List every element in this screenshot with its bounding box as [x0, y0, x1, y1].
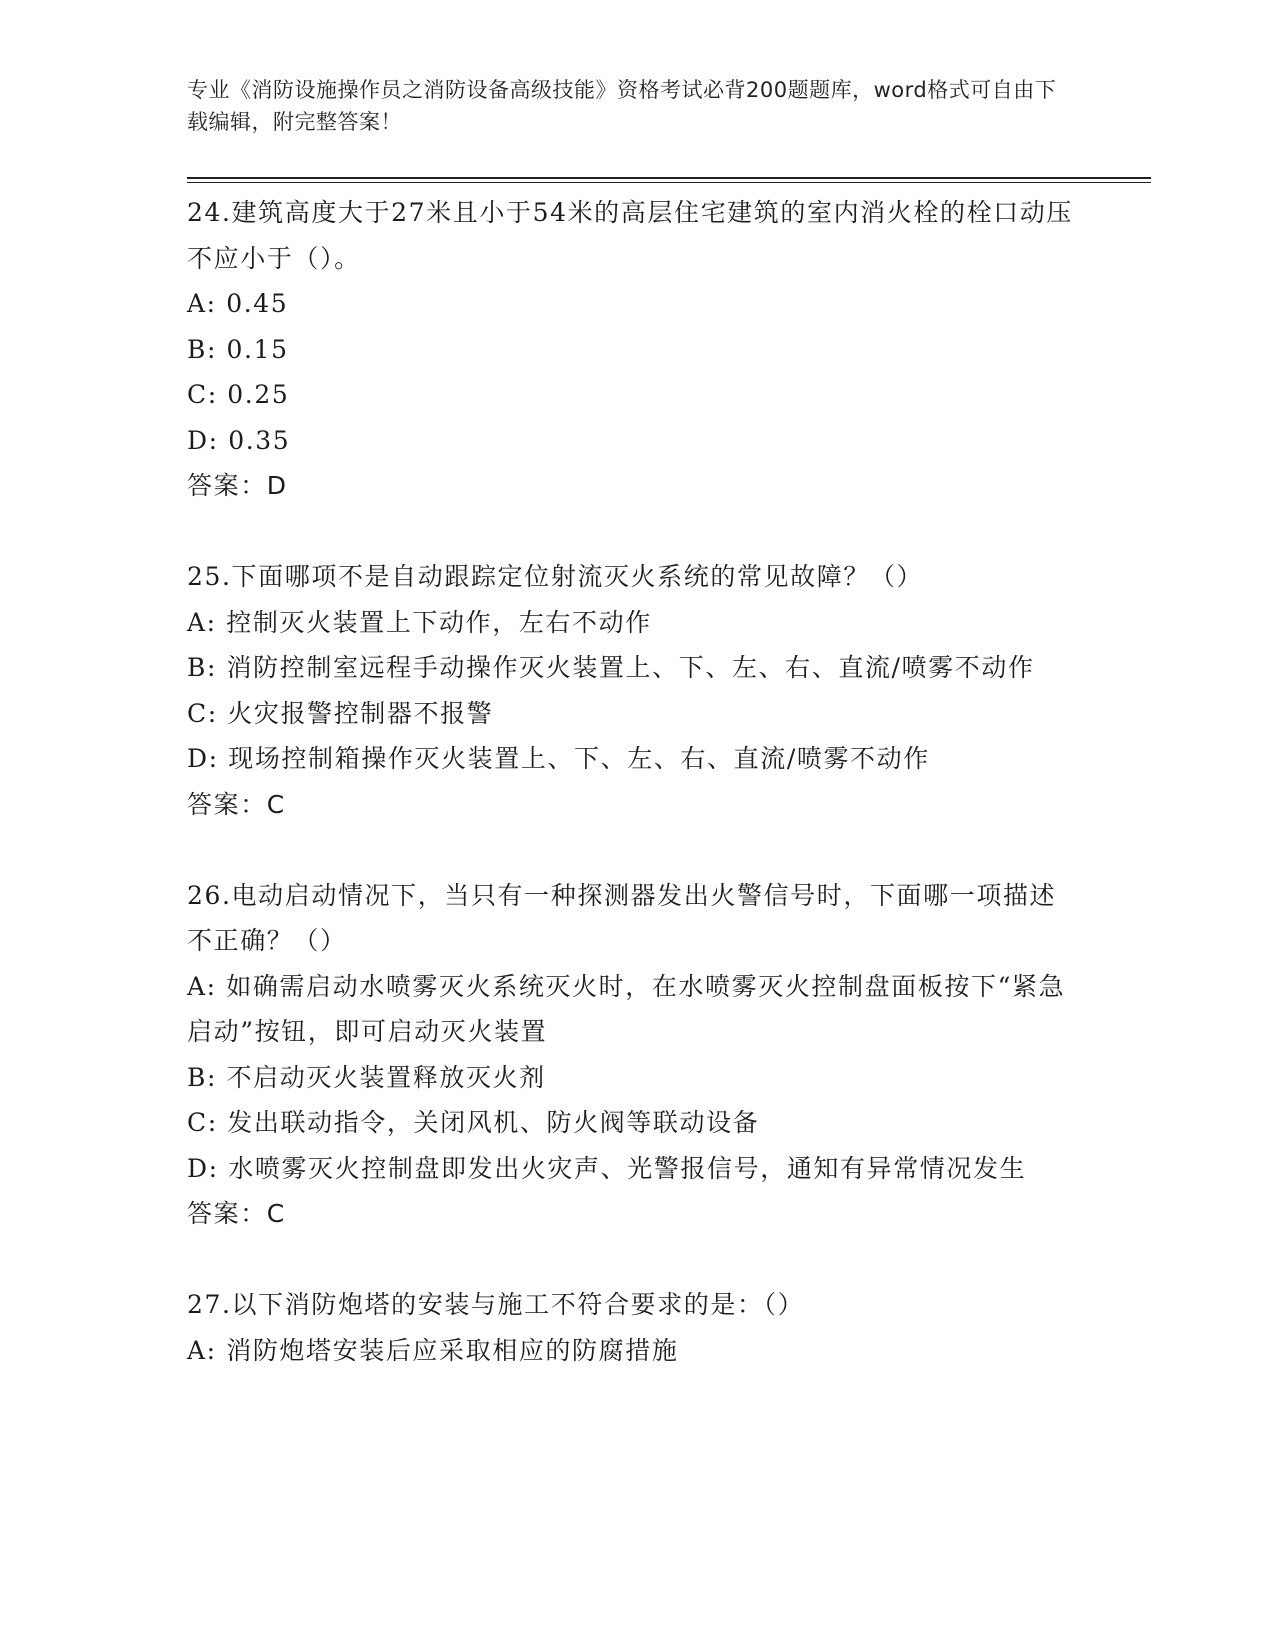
question-stem: 27.以下消防炮塔的安装与施工不符合要求的是：（） — [187, 1290, 805, 1319]
question-gap — [187, 1237, 1077, 1283]
header-rule-thin — [187, 182, 1151, 183]
question-stem: 26.电动启动情况下，当只有一种探测器发出火警信号时，下面哪一项描述不正确？（） — [187, 880, 1057, 955]
question-stem: 25.下面哪项不是自动跟踪定位射流灭火系统的常见故障？（） — [187, 562, 924, 591]
option-c: C: 0.25 — [187, 380, 290, 409]
question-24 — [187, 190, 1077, 509]
question-27 — [187, 1282, 1077, 1373]
question-gap — [187, 509, 1077, 555]
document-header: 专业《消防设施操作员之消防设备高级技能》资格考试必背200题题库，word格式可自由下载编辑，附完整答案！ — [187, 78, 1057, 134]
option-d: D: 水喷雾灭火控制盘即发出火灾声、光警报信号，通知有异常情况发生 — [187, 1153, 1027, 1183]
option-a: A: 控制灭火装置上下动作，左右不动作 — [187, 607, 652, 637]
option-b: B: 不启动灭火装置释放灭火剂 — [187, 1062, 546, 1092]
option-d: D: 0.35 — [187, 425, 291, 455]
answer-label: 答案：D — [187, 471, 288, 500]
header-rule-thick — [187, 177, 1151, 179]
option-a: A: 消防炮塔安装后应采取相应的防腐措施 — [187, 1335, 679, 1365]
question-list — [187, 190, 1077, 1373]
question-gap — [187, 827, 1077, 873]
answer-label: 答案：C — [187, 1199, 286, 1228]
question-26 — [187, 873, 1077, 1237]
option-c: C: 火灾报警控制器不报警 — [187, 698, 494, 728]
question-25 — [187, 554, 1077, 827]
answer-label: 答案：C — [187, 789, 286, 819]
option-b: B: 0.15 — [187, 334, 289, 364]
option-d: D: 现场控制箱操作灭火装置上、下、左、右、直流/喷雾不动作 — [187, 744, 930, 773]
question-stem: 24.建筑高度大于27米且小于54米的高层住宅建筑的室内消火栓的栓口动压不应小于（）。 — [187, 198, 1073, 273]
option-a: A: 0.45 — [187, 289, 289, 318]
option-c: C: 发出联动指令，关闭风机、防火阀等联动设备 — [187, 1108, 760, 1137]
option-b: B: 消防控制室远程手动操作灭火装置上、下、左、右、直流/喷雾不动作 — [187, 653, 1035, 682]
option-a: A: 如确需启动水喷雾灭火系统灭火时，在水喷雾灭火控制盘面板按下“紧急启动”按钮，即可启动灭火装置 — [187, 971, 1066, 1046]
